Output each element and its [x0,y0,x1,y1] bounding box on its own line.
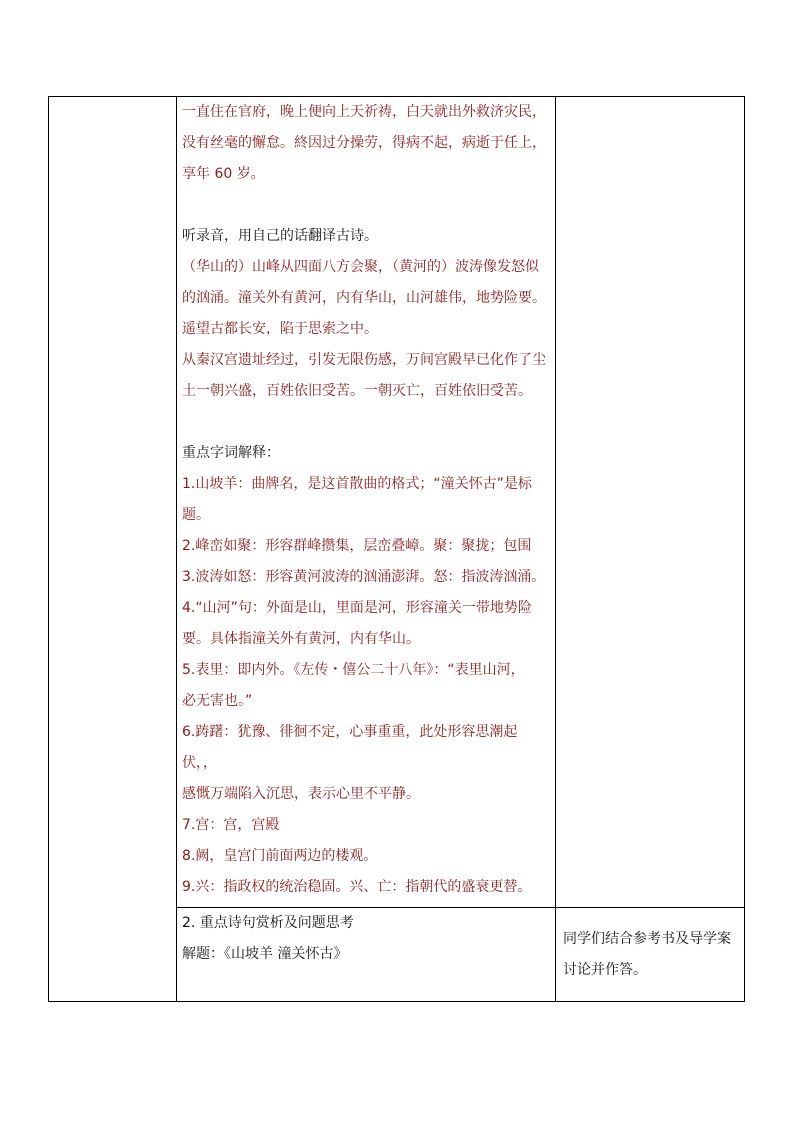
activity-text-line2: 讨论并作答。 [563,962,647,978]
paragraph-line: 题。 [182,507,210,523]
paragraph-list [182,96,552,903]
paragraph-line: 6.踌躇：犹豫、徘徊不定，心事重重，此处形容思潮起伏，， [182,724,518,771]
title-explanation: 解题：《山坡羊 潼关怀古》 [182,946,348,962]
paragraph-line: 从秦汉宫遗址经过，引发无限伤感，万间宫殿早已化作了尘 [182,352,546,368]
paragraph-line: 遥望古都长安，陷于思索之中。 [182,321,378,337]
paragraph-line: 3.波涛如怒：形容黄河波涛的汹涌澎湃。怒：指波涛汹涌。 [182,569,546,585]
paragraph-line: 重点字词解释： [182,445,280,461]
paragraph-line: 4.“山河”句：外面是山，里面是河，形容潼关一带地势险 [182,600,532,616]
table-right-border [744,96,745,1002]
paragraph-line: 听录音，用自己的话翻译古诗。 [182,228,378,244]
paragraph-line: 土一朝兴盛，百姓依旧受苦。一朝灭亡，百姓依旧受苦。 [182,383,532,399]
analysis-cell [182,908,552,970]
activity-cell [563,924,741,986]
activity-text-line1: 同学们结合参考书及导学案 [563,931,731,947]
column-divider-2 [555,96,556,1002]
table-left-border [48,96,49,1002]
paragraph-line: 9.兴：指政权的统治稳固。兴、亡：指朝代的盛衰更替。 [182,879,532,895]
paragraph-line: （华山的）山峰从四面八方会聚，（黄河的）波涛像发怒似 [182,259,539,275]
paragraph-line: 5.表里：即内外。《左传・僖公二十八年》：“表里山河， [182,662,525,678]
row-divider-right [555,907,745,908]
paragraph-line: 没有丝毫的懈怠。終因过分操劳，得病不起，病逝于任上， [182,135,546,151]
main-content-cell [182,96,552,903]
column-divider-1 [176,96,177,1002]
paragraph-line: 必无害也。” [182,693,253,709]
paragraph-line: 感慨万端陷入沉思，表示心里不平静。 [182,786,420,802]
blank-line [182,190,552,221]
paragraph-line: 享年 60 岁。 [182,166,265,182]
blank-line [182,407,552,438]
table-bottom-border [48,1001,745,1002]
lesson-table [48,96,745,1002]
paragraph-line: 2.峰峦如聚：形容群峰攒集，层峦叠嶂。聚：聚拢；包围 [182,538,532,554]
paragraph-line: 一直住在官府，晚上便向上天祈祷，白天就出外救济灾民， [182,104,546,120]
paragraph-line: 1.山坡羊：曲牌名，是这首散曲的格式；“潼关怀古”是标 [182,476,532,492]
paragraph-line: 7.宫：宫，宫殿 [182,817,280,833]
paragraph-line: 要。具体指潼关外有黄河，内有华山。 [182,631,420,647]
paragraph-line: 8.阙，皇宫门前面两边的楼观。 [182,848,378,864]
section-heading: 2. 重点诗句赏析及问题思考 [182,915,354,931]
paragraph-line: 的汹涌。潼关外有黄河，内有华山，山河雄伟，地势险要。 [182,290,546,306]
